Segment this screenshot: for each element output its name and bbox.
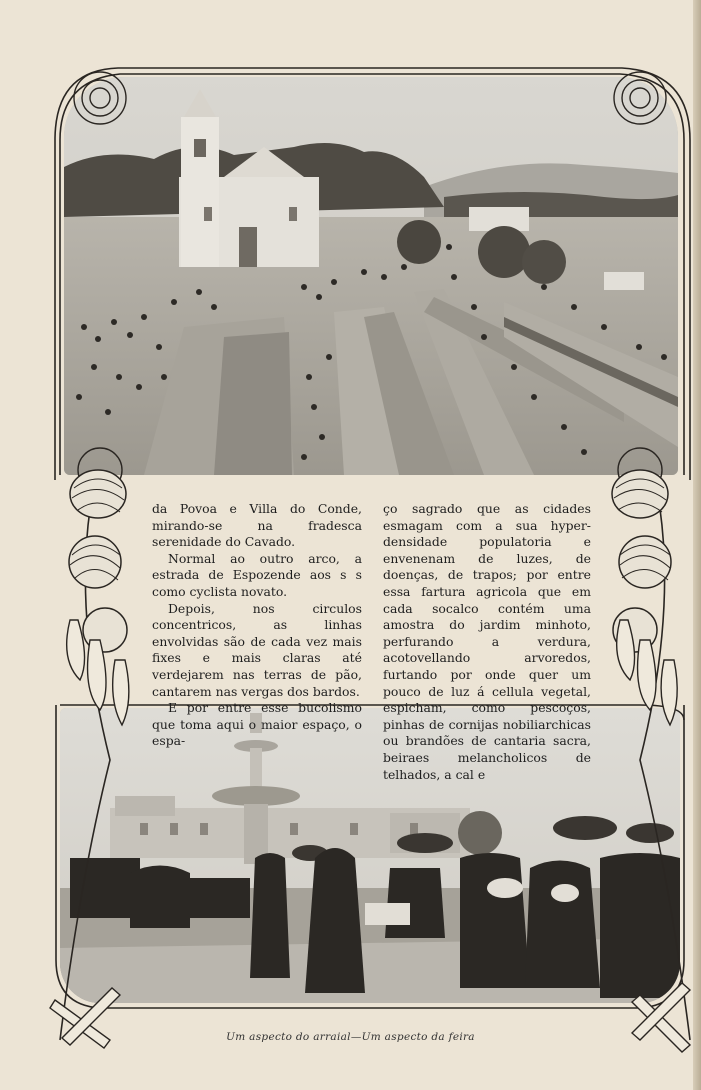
text-column-left (152, 501, 362, 750)
page-edge (693, 0, 701, 1090)
paragraph: da Povoa e Villa do Conde, mirando-se na fradesca serenidade do Cavado. (152, 501, 362, 550)
paragraph: ço sagrado que as cidades esmagam com a sua hyper-densidade populatoria e envenenam de luzes, de doenças, de trapos; por entre essa fartura agricola que em cada socalco contém uma amostra do jardim minhoto, perfurando a verdura, acotovellando arvoredos, furtando por onde quer um pouco de luz á cellula vegetal, espicham, como pescoços, pinhas de cornijas nobiliarchicas ou brandões de cantaria sacra, beiraes melancholicos de telhados, a cal e (383, 501, 591, 782)
arraial-illustration (64, 77, 678, 475)
photo-caption: Um aspecto do arraial—Um aspecto da feira (226, 1031, 475, 1043)
text-column-right (383, 501, 591, 783)
paragraph: Normal ao outro arco, a estrada de Espozende aos s s como cyclista novato. (152, 550, 362, 599)
paragraph: E por entre esse bucolismo que toma aqui o maior espaço, o espa- (152, 700, 362, 749)
paragraph: Depois, nos circulos concentricos, as linhas envolvidas são de cada vez mais fixes e mais claras até verdejarem nas terras de pão, cantarem nas vergas dos bardos. (152, 600, 362, 699)
photo-arraial (64, 77, 678, 475)
